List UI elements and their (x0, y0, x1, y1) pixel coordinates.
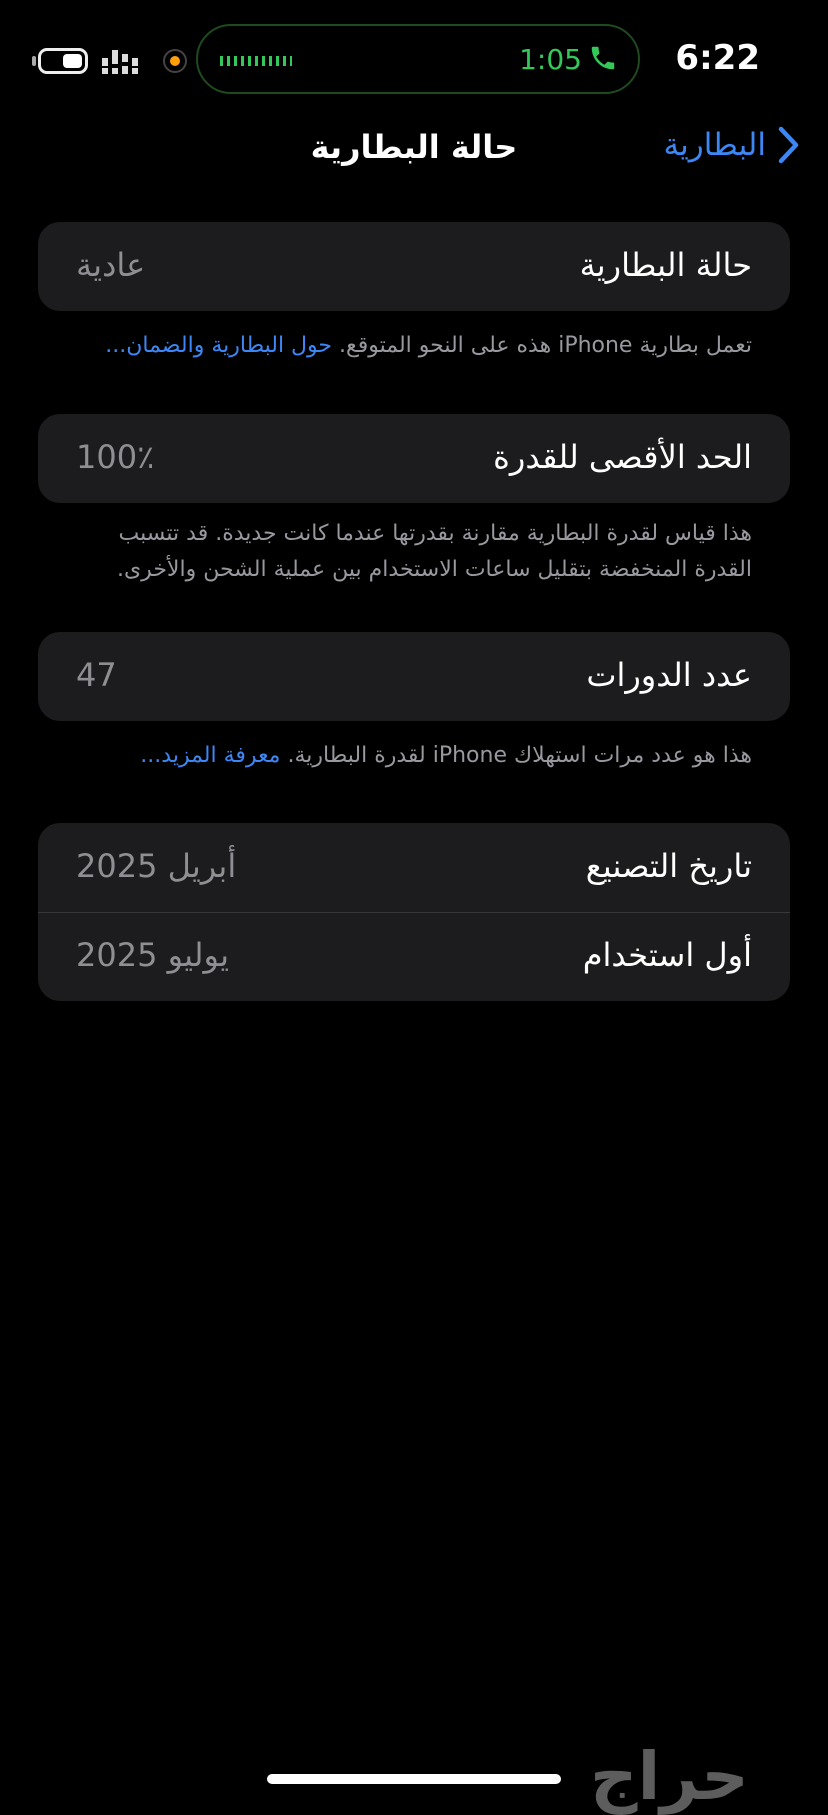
call-duration: 1:05 (519, 43, 582, 76)
navigation-bar (0, 122, 828, 178)
battery-health-row (38, 222, 790, 311)
max-capacity-label: الحد الأقصى للقدرة (493, 438, 752, 476)
page-title: حالة البطارية (310, 128, 518, 166)
back-label: البطارية (663, 127, 766, 163)
max-capacity-value: 100٪ (76, 438, 155, 476)
max-capacity-card (38, 414, 790, 503)
cellular-signal-icon (102, 46, 144, 76)
privacy-indicator-dot (163, 49, 187, 73)
chevron-right-icon (778, 126, 800, 164)
battery-health-card (38, 222, 790, 311)
row-divider (38, 912, 790, 913)
battery-warranty-link[interactable]: حول البطارية والضمان... (105, 333, 333, 358)
battery-health-label: حالة البطارية (579, 246, 752, 284)
status-clock: 6:22 (675, 38, 760, 78)
max-capacity-note (72, 516, 752, 588)
learn-more-link[interactable]: معرفة المزيد... (140, 743, 281, 768)
cycle-count-note-text: هذا هو عدد مرات استهلاك iPhone لقدرة البطارية. (287, 743, 752, 768)
cycle-count-card (38, 632, 790, 721)
max-capacity-note-text: هذا قياس لقدرة البطارية مقارنة بقدرتها عندما كانت جديدة. قد تتسبب القدرة المنخفضة بتقليل ساعات الاستخدام بين عملية الشحن والأخرى. (116, 521, 752, 582)
first-use-label: أول استخدام (582, 936, 752, 974)
dates-card (38, 823, 790, 1001)
first-use-value: يوليو 2025 (76, 936, 229, 974)
status-bar (0, 0, 828, 120)
battery-health-note (72, 328, 752, 364)
manufacture-date-row (38, 823, 790, 912)
active-call-pill[interactable] (196, 24, 640, 94)
battery-tip (32, 56, 36, 66)
back-button[interactable] (663, 126, 800, 164)
cycle-count-value: 47 (76, 656, 117, 694)
cycle-count-row (38, 632, 790, 721)
phone-call-icon (588, 42, 618, 74)
max-capacity-row (38, 414, 790, 503)
home-indicator[interactable] (267, 1774, 561, 1784)
first-use-row (38, 912, 790, 1001)
battery-icon (38, 48, 88, 74)
haraj-watermark: حراج (590, 1738, 749, 1815)
cycle-count-note (72, 738, 752, 774)
battery-health-value: عادية (76, 246, 146, 284)
manufacture-date-value: أبريل 2025 (76, 847, 237, 885)
cycle-count-label: عدد الدورات (586, 656, 752, 694)
battery-health-note-text: تعمل بطارية iPhone هذه على النحو المتوقع. (339, 333, 752, 358)
manufacture-date-label: تاريخ التصنيع (585, 847, 752, 885)
audio-wave-icon (220, 56, 292, 66)
